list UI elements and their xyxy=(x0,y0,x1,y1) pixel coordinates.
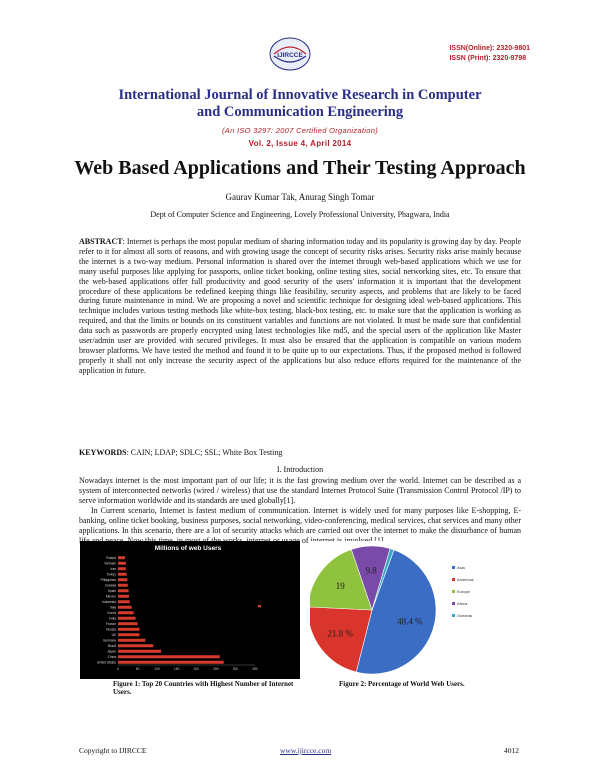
category-label: Iran xyxy=(110,566,116,571)
paper-title: Web Based Applications and Their Testing Approach xyxy=(74,157,526,179)
pie-data-label: 21.8 % xyxy=(327,628,353,639)
category-label: Philippines xyxy=(100,577,116,582)
journal-logo xyxy=(268,36,312,72)
abstract-label: ABSTRACT xyxy=(79,237,123,246)
x-tick-label: 250 xyxy=(213,667,219,671)
footer-copyright: Copyright to IJIRCCE xyxy=(79,746,147,755)
figure-1-caption: Figure 1: Top 20 Countries with Highest Number of Internet Users. xyxy=(113,680,294,696)
bar xyxy=(118,600,130,603)
category-label: United States xyxy=(96,660,116,665)
intro-paragraph-1: Nowadays internet is the most important part of our life; it is the fast growing medium over the world. Internet can be described as a system of interconnected networks (wired / wireless) that use the standard Internet Protocol Suite (Transmission Control Protocol /IP) to serve information worldwide and its standards are used globally[1]. xyxy=(79,476,521,505)
category-label: Japan xyxy=(107,649,116,654)
volume-issue: Vol. 2, Issue 4, April 2014 xyxy=(248,139,352,148)
keywords-text: : CAIN; LDAP; SDLC; SSL; White Box Testing xyxy=(126,448,283,457)
bar xyxy=(118,595,129,598)
category-label: Korea xyxy=(107,610,116,615)
bar xyxy=(118,606,132,609)
legend-swatch xyxy=(452,566,455,569)
figure-2-pie-chart xyxy=(310,541,522,679)
bar xyxy=(118,556,125,559)
bar xyxy=(118,617,136,620)
bar xyxy=(118,661,224,664)
bar xyxy=(118,578,127,581)
certification: (An ISO 3297: 2007 Certified Organization) xyxy=(221,126,378,135)
chart-title: Millions of web Users xyxy=(154,545,222,552)
bar xyxy=(118,655,220,658)
legend-swatch xyxy=(452,602,455,605)
issn-block xyxy=(449,44,530,64)
issn-online: ISSN(Online): 2320-9801 xyxy=(449,45,530,52)
bar xyxy=(118,584,128,587)
journal-name-line1: International Journal of Innovative Research in Computer xyxy=(118,87,482,103)
footer-page-number: 4012 xyxy=(504,746,519,755)
category-label: UK xyxy=(111,632,116,637)
introduction-body xyxy=(79,476,521,546)
bar xyxy=(118,589,129,592)
logo-text: IJIRCCE xyxy=(277,52,303,59)
abstract xyxy=(79,237,521,376)
bar xyxy=(118,622,138,625)
category-label: Mexico xyxy=(105,594,116,599)
x-tick-label: 100 xyxy=(154,667,160,671)
abstract-text: : Internet is perhaps the most popular medium of sharing information today and its popularity is growing day by day. People refer to it for almost all sorts of reasons, and with growing usage the concept of security risks arises. Security risks arise mainly because the internet is a two-way medium. Personal information is shared over the internet through web-based applications which we use for many useful purposes like applying for passports, online ticket booking, online testing sites, social networking sites, etc. To ensure that the web-based applications offer full productivity and good security of the users' information it is important that the development procedure of these applications be redefined keeping things like feasibility, security aspects, and problems that are likely to be faced during future maintenance in mind. We are proposing a novel and scientific technique for designing ideal web-based applications. This technique includes various testing methods like white-box testing, black-box testing, etc. to make sure that the application is working as required, and that the limits or bounds on its constituent variables and functions are not violated. It must be made sure that confidential data such as passwords are properly encrypted using latest technologies like md5, and the special users of the application like Master user/admin user are provided with secured privileges. It must also be ensured that the application is compatible on various modern browser platforms. We have tested the method and found it to be quite up to our expectations. Thus, if the proposed method is followed properly it shall not only increase the security aspect of the applications but also reduce efforts required for the maintenance of the application in future. xyxy=(79,237,521,375)
pie-data-label: 48.4 % xyxy=(397,616,423,627)
bar xyxy=(118,628,140,631)
bar xyxy=(118,562,126,565)
legend-label: Oceania xyxy=(457,613,472,618)
legend-swatch xyxy=(452,590,455,593)
keywords-label: KEYWORDS xyxy=(79,448,127,457)
keywords xyxy=(79,448,521,457)
category-label: China xyxy=(107,654,116,659)
section-heading: I. Introduction xyxy=(276,465,324,474)
category-label: Russia xyxy=(106,627,116,632)
category-label: Canada xyxy=(104,583,116,588)
bar xyxy=(118,611,134,614)
legend-swatch xyxy=(452,578,455,581)
intro-paragraph-2: In Current scenario, Internet is fastest medium of communication. Internet is widely used for many purposes like E-shopping, E-banking, online ticket booking, business purposes, social networking, video-conferencing, medical services, chat services and many other applications. In this scenario, there are a lot of security attacks which are carried out over the internet to make the disturbance of human life and peace. Now this time, in most of the works, internet or usage of internet is involved [1]. xyxy=(79,506,521,545)
pie-data-label: 19 xyxy=(335,581,345,592)
footer-url-link[interactable]: www.ijircce.com xyxy=(280,746,332,755)
x-tick-label: 200 xyxy=(193,667,199,671)
category-label: Italy xyxy=(110,605,116,610)
issn-print: ISSN (Print): 2320-9798 xyxy=(449,55,527,62)
legend-swatch xyxy=(452,614,455,617)
x-tick-label: 0 xyxy=(117,667,119,671)
paper-affiliation: Dept of Computer Science and Engineering, Lovely Professional University, Phagwara, India xyxy=(150,210,450,219)
category-label: Spain xyxy=(107,588,116,593)
x-tick-label: 300 xyxy=(232,667,239,671)
category-label: Vietnam xyxy=(104,561,116,566)
figure-1-bar-chart xyxy=(80,541,300,679)
category-label: France xyxy=(106,621,116,626)
x-tick-label: 150 xyxy=(174,667,180,671)
legend-label: Africa xyxy=(457,601,468,606)
legend-label: Europe xyxy=(457,589,470,594)
category-label: Brazil xyxy=(108,643,116,648)
bar xyxy=(118,633,140,636)
x-tick-label: 350 xyxy=(252,667,258,671)
legend-label: Americas xyxy=(457,577,474,582)
bar xyxy=(118,644,153,647)
category-label: Indonesia xyxy=(102,599,116,604)
bar xyxy=(118,573,127,576)
category-label: Turkey xyxy=(106,572,116,577)
bar xyxy=(118,567,126,570)
category-label: India xyxy=(109,616,116,621)
pie-data-label: 9.8 xyxy=(365,565,377,576)
bar xyxy=(118,650,161,653)
bar xyxy=(118,639,145,642)
figure-2-caption: Figure 2: Percentage of World Web Users. xyxy=(339,680,465,688)
legend-label: Asia xyxy=(457,565,465,570)
journal-name xyxy=(0,87,600,121)
x-tick-label: 50 xyxy=(135,667,140,671)
journal-name-line2: and Communication Engineering xyxy=(196,104,404,120)
category-label: Germany xyxy=(102,638,116,643)
paper-authors: Gaurav Kumar Tak, Anurag Singh Tomar xyxy=(225,192,375,202)
legend-swatch xyxy=(258,605,261,607)
category-label: Poland xyxy=(106,555,116,560)
